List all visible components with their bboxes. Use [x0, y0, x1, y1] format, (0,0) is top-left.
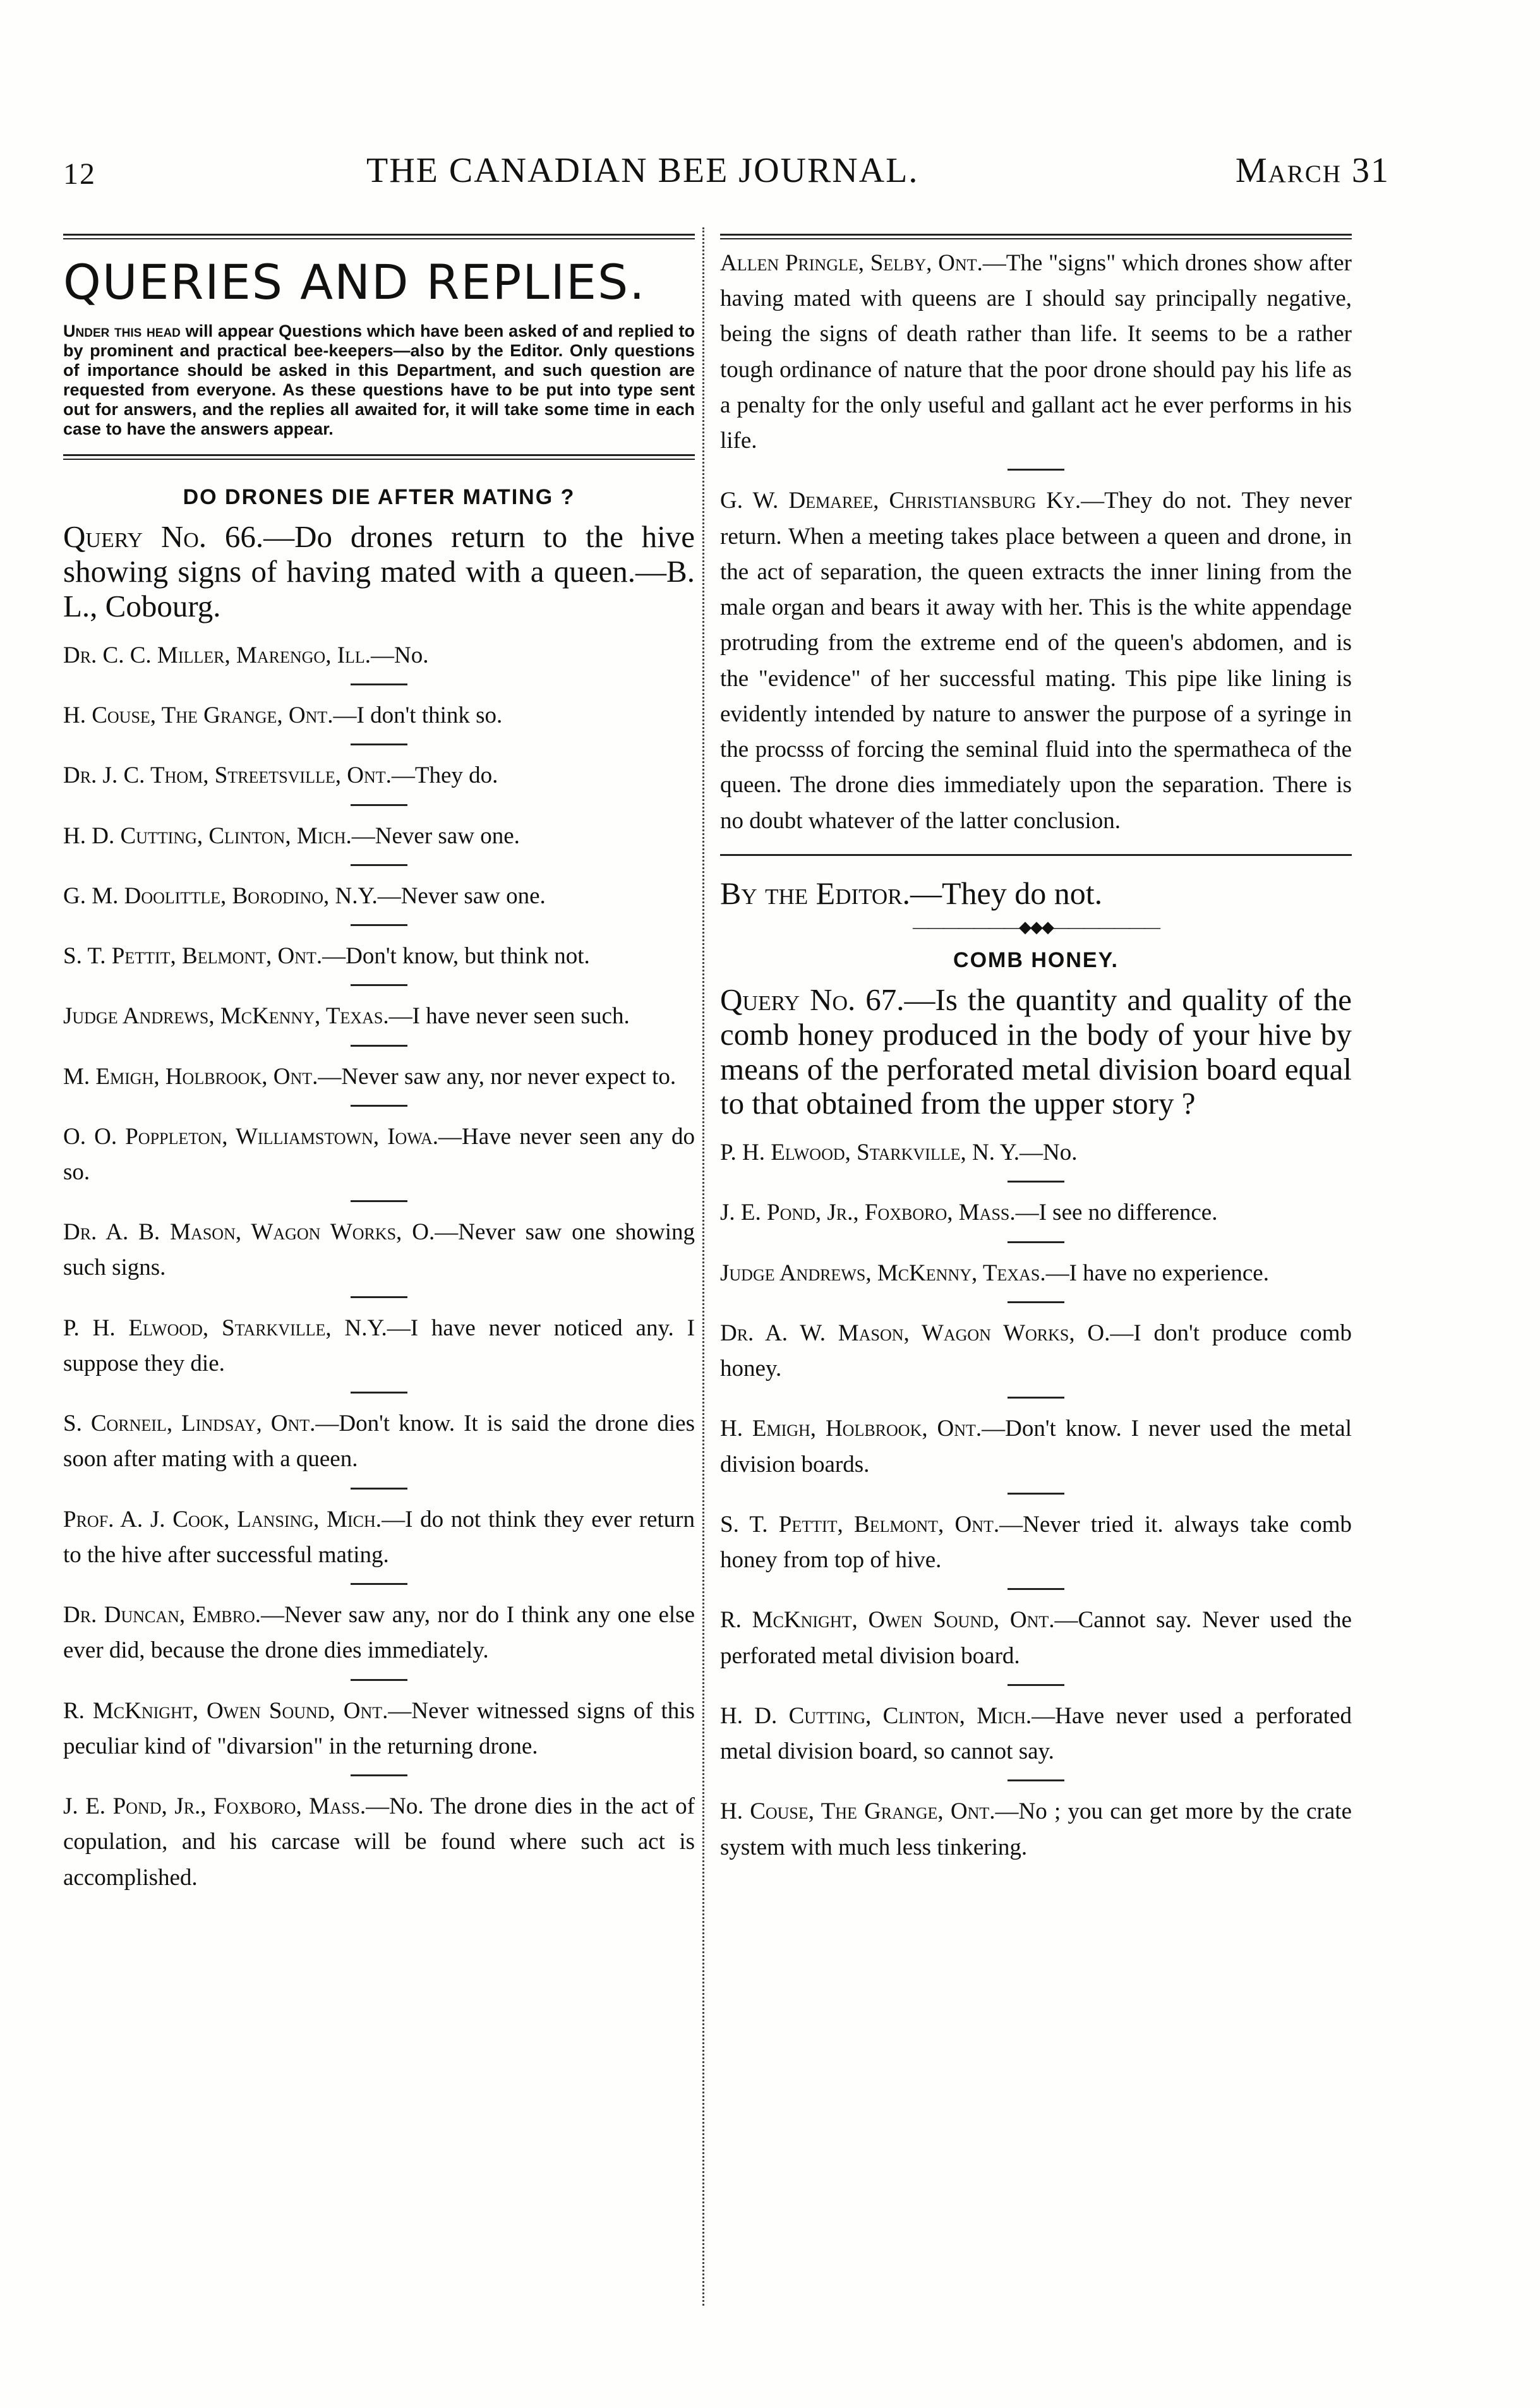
- reply-text: —Never saw one showing such signs.: [63, 1219, 695, 1281]
- reply-text: —Never witnessed signs of this peculiar kind of "divarsion" in the returning drone.: [63, 1697, 695, 1759]
- divider-rule: [720, 854, 1352, 856]
- reply-author: H. D. Cutting, Clinton, Mich.: [63, 822, 352, 849]
- column-divider: [702, 227, 704, 2306]
- separator: [351, 743, 407, 745]
- reply-author: Prof. A. J. Cook, Lansing, Mich.: [63, 1506, 382, 1532]
- reply-text: —Never saw one.: [377, 882, 546, 909]
- reply: [720, 1316, 1352, 1387]
- editor-text: —They do not.: [910, 875, 1103, 911]
- reply-author: O. O. Poppleton, Williamstown, Iowa.: [63, 1123, 439, 1150]
- reply-author: Dr. J. C. Thom, Streetsville, Ont.: [63, 762, 392, 789]
- reply-text: —Never saw any, nor do I think any one else ever did, because the drone dies immediately.: [63, 1602, 695, 1664]
- reply-author: P. H. Elwood, Starkville, N. Y.: [720, 1140, 1020, 1166]
- reply-text: —Never saw any, nor never expect to.: [318, 1063, 677, 1090]
- reply: [63, 1694, 695, 1764]
- separator: [1008, 1181, 1064, 1183]
- reply: [720, 1699, 1352, 1769]
- separator: [351, 1045, 407, 1047]
- reply: [63, 1119, 695, 1190]
- reply-author: R. McKnight, Owen Sound, Ont.: [63, 1697, 388, 1724]
- separator: [351, 1392, 407, 1394]
- reply-author: P. H. Elwood, Starkville, N.Y.: [63, 1315, 387, 1341]
- separator: [1008, 1241, 1064, 1243]
- query-67-text: —Is the quantity and quality of the comb honey produced in the body of your hive by means of the perforated metal division board equal to that obtained from the upper story ?: [720, 982, 1352, 1121]
- separator: [351, 924, 407, 926]
- reply-author: H. D. Cutting, Clinton, Mich.: [720, 1702, 1032, 1729]
- reply: [63, 1215, 695, 1285]
- top-rule: [720, 234, 1352, 239]
- reply-text: —I have never noticed any. I suppose they die.: [63, 1315, 695, 1376]
- separator: [1008, 1588, 1064, 1590]
- separator: [1008, 1397, 1064, 1399]
- reply-text: —They do not. They never return. When a meeting takes place between a queen and drone, in the act of separation, the queen extracts the inner lining from the male organ and bears it away with her. This is the white appendage protruding from the extreme end of the queen's abdomen, and is the "evidence" of her successful mating. This pipe like lining is evidently intended by nature to answer the purpose of a syringe in the procsss of forcing the seminal fluid into the spermatheca of the queen. The drone dies immediately upon the separation. There is no doubt whatever of the latter conclusion.: [720, 488, 1352, 834]
- section-title: QUERIES AND REPLIES.: [63, 254, 646, 310]
- reply: [720, 1195, 1352, 1231]
- reply-text: —Have never used a perforated metal division board, so cannot say.: [720, 1702, 1352, 1765]
- reply: [63, 1502, 695, 1573]
- reply-text: —Never saw one.: [351, 822, 520, 849]
- separator: [351, 1583, 407, 1585]
- reply: [63, 1598, 695, 1668]
- issue-date: March 31: [1235, 151, 1390, 190]
- separator: [351, 864, 407, 866]
- query-67-heading: COMB HONEY.: [953, 948, 1119, 972]
- separator: [1008, 1779, 1064, 1781]
- editor-label: By the Editor.: [720, 875, 911, 911]
- reply-author: H. Couse, The Grange, Ont.: [63, 702, 334, 729]
- reply-text: —I don't produce comb honey.: [720, 1320, 1352, 1382]
- reply: [63, 1406, 695, 1477]
- reply-author: Dr. A. B. Mason, Wagon Works, O.: [63, 1219, 435, 1246]
- query-67-replies: [720, 1135, 1352, 1865]
- section-intro: [63, 322, 695, 439]
- separator: [351, 683, 407, 685]
- reply: [720, 1794, 1352, 1865]
- reply-text: —Never tried it. always take comb honey from top of hive.: [720, 1511, 1352, 1574]
- reply-author: Judge Andrews, McKenny, Texas.: [63, 1003, 389, 1030]
- separator: [351, 804, 407, 806]
- separator: [351, 984, 407, 986]
- reply: [63, 1311, 695, 1382]
- reply: [720, 1135, 1352, 1171]
- reply-text: —Don't know. I never used the metal division boards.: [720, 1416, 1352, 1478]
- right-column: [720, 234, 1352, 1865]
- query-66: [63, 520, 695, 624]
- reply: [63, 939, 695, 974]
- reply-text: —Don't know. It is said the drone dies soon after mating with a queen.: [63, 1411, 695, 1472]
- reply-author: S. Corneil, Lindsay, Ont.: [63, 1411, 316, 1437]
- reply-text: —Have never seen any do so.: [63, 1123, 695, 1186]
- reply: [63, 1059, 695, 1095]
- reply: [63, 999, 695, 1034]
- reply-text: —I have never seen such.: [388, 1003, 630, 1030]
- reply-author: Dr. C. C. Miller, Marengo, Ill.: [63, 642, 371, 668]
- reply-author: R. McKnight, Owen Sound, Ont.: [720, 1607, 1055, 1634]
- reply: [63, 879, 695, 914]
- separator: [351, 1296, 407, 1298]
- query-66-heading: DO DRONES DIE AFTER MATING ?: [183, 485, 575, 510]
- reply: [63, 638, 695, 673]
- journal-title: THE CANADIAN BEE JOURNAL.: [366, 151, 919, 190]
- reply-author: M. Emigh, Holbrook, Ont.: [63, 1063, 318, 1090]
- reply-text: —I don't think so.: [333, 702, 503, 729]
- reply-author: H. Couse, The Grange, Ont.: [720, 1798, 996, 1825]
- separator: [351, 1488, 407, 1490]
- separator: [351, 1774, 407, 1776]
- reply-text: —They do.: [391, 762, 498, 789]
- page-number: 12: [63, 157, 96, 191]
- reply-author: J. E. Pond, Jr., Foxboro, Mass.: [63, 1793, 366, 1820]
- query-67: [720, 983, 1352, 1122]
- reply: [720, 1411, 1352, 1482]
- separator: [351, 1105, 407, 1107]
- ornament-divider: ———————◆◆◆———————: [913, 917, 1159, 936]
- separator: [1008, 1493, 1064, 1495]
- query-66-text: —Do drones return to the hive showing signs of having mated with a queen.—B. L., Cobourg.: [63, 519, 695, 624]
- reply-text: —I see no difference.: [1015, 1200, 1218, 1226]
- reply-text: —I do not think they ever return to the hive after successful mating.: [63, 1506, 695, 1568]
- reply-text: —No. The drone dies in the act of copulation, and his carcase will be found where such act is accomplished.: [63, 1793, 695, 1891]
- reply-author: H. Emigh, Holbrook, Ont.: [720, 1416, 982, 1442]
- reply: [720, 1603, 1352, 1673]
- reply-text: —The "signs" which drones show after having mated with queens are I should say principally negative, being the signs of death rather than life. It seems to be a rather tough ordinance of nature that the poor drone should pay his life as a penalty for the only useful and gallant act he ever performs in his life.: [720, 250, 1352, 454]
- reply-text: —No.: [1020, 1140, 1078, 1166]
- intro-lead: Under this head: [63, 322, 181, 340]
- reply: [63, 698, 695, 733]
- reply-author: Dr. A. W. Mason, Wagon Works, O.: [720, 1320, 1110, 1346]
- reply-text: —No.: [371, 642, 429, 668]
- reply: [720, 246, 1352, 459]
- reply-author: S. T. Pettit, Belmont, Ont.: [720, 1511, 1000, 1538]
- separator: [351, 1200, 407, 1202]
- left-column: [63, 234, 695, 1896]
- reply: [720, 1507, 1352, 1578]
- reply-text: —I have no experience.: [1045, 1260, 1269, 1286]
- query-66-label: Query No. 66.: [63, 519, 264, 555]
- reply-author: Allen Pringle, Selby, Ont.: [720, 250, 983, 276]
- query-67-label: Query No. 67.: [720, 982, 905, 1017]
- intro-body: will appear Questions which have been asked of and replied to by prominent and practical bee-keepers—also by the Editor. Only questions of importance should be asked in this Department, and such question are requested from everyone. As these questions have to be put into type sent out for answers, and the replies all awaited for, it will take some time in each case to have the answers appear.: [63, 322, 695, 439]
- top-rule: [63, 234, 695, 239]
- reply-author: S. T. Pettit, Belmont, Ont.: [63, 943, 323, 970]
- reply: [63, 1789, 695, 1896]
- reply: [63, 758, 695, 793]
- page-header: [63, 150, 1390, 201]
- reply-author: Judge Andrews, McKenny, Texas.: [720, 1260, 1046, 1286]
- separator: [1008, 469, 1064, 471]
- reply: [63, 819, 695, 854]
- query-66-replies-left: [63, 638, 695, 1896]
- reply-text: —Cannot say. Never used the perforated metal division board.: [720, 1607, 1352, 1669]
- reply-text: —No ; you can get more by the crate system with much less tinkering.: [720, 1798, 1352, 1860]
- editor-reply: [720, 875, 1352, 912]
- separator: [1008, 1684, 1064, 1686]
- separator: [1008, 1301, 1064, 1303]
- reply: [720, 1256, 1352, 1291]
- intro-rule: [63, 454, 695, 460]
- reply-author: G. M. Doolittle, Borodino, N.Y.: [63, 882, 378, 909]
- separator: [351, 1679, 407, 1681]
- reply: [720, 483, 1352, 838]
- reply-author: G. W. Demaree, Christiansburg Ky.: [720, 488, 1081, 514]
- reply-text: —Don't know, but think not.: [322, 943, 590, 970]
- reply-author: J. E. Pond, Jr., Foxboro, Mass.: [720, 1200, 1016, 1226]
- reply-author: Dr. Duncan, Embro.: [63, 1602, 261, 1628]
